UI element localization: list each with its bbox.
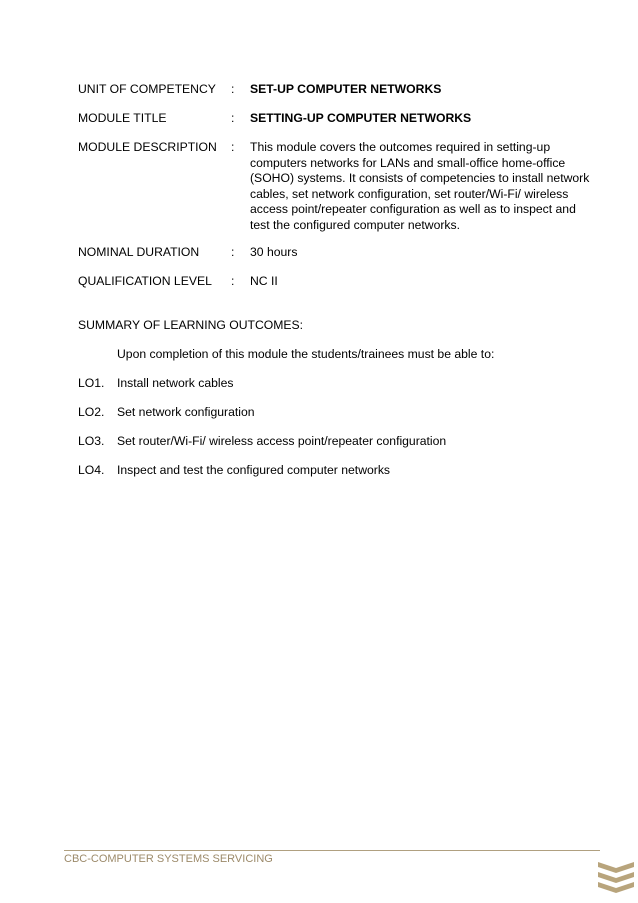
colon-separator: : [231,82,235,96]
qualification-level-value: NC II [250,274,278,288]
outcome-number: LO1. [78,376,105,390]
module-description-value: This module covers the outcomes required in setting-up computers networks for LANs and small-office home-office (SOHO) systems. It consists of competencies to install network cables, set network configuration, set router/Wi-Fi/ wireless access point/repeater configuration as well as to inspect and test the configured computer networks. [250,140,590,232]
outcome-text: Inspect and test the configured computer networks [117,463,391,477]
outcome-number: LO2. [78,405,105,419]
outcome-text: Install network cables [117,376,234,390]
module-title-value: SETTING-UP COMPUTER NETWORKS [250,111,472,125]
outcome-text: Set router/Wi-Fi/ wireless access point/repeater configuration [117,434,447,448]
summary-title: SUMMARY OF LEARNING OUTCOMES: [78,318,304,332]
outcome-text: Set network configuration [117,405,255,419]
chevron-stack-logo-icon [596,858,636,900]
colon-separator: : [231,111,235,125]
unit-of-competency-label: UNIT OF COMPETENCY [78,82,216,96]
outcome-number: LO4. [78,463,105,477]
module-title-label: MODULE TITLE [78,111,167,125]
colon-separator: : [231,140,235,154]
nominal-duration-value: 30 hours [250,245,298,259]
nominal-duration-label: NOMINAL DURATION [78,245,200,259]
colon-separator: : [231,274,235,288]
colon-separator: : [231,245,235,259]
summary-intro: Upon completion of this module the students/trainees must be able to: [117,347,495,361]
outcome-number: LO3. [78,434,105,448]
footer-text: CBC-COMPUTER SYSTEMS SERVICING [64,853,273,865]
qualification-level-label: QUALIFICATION LEVEL [78,274,212,288]
unit-of-competency-value: SET-UP COMPUTER NETWORKS [250,82,442,96]
footer-divider [64,850,600,851]
module-description-label: MODULE DESCRIPTION [78,140,217,154]
